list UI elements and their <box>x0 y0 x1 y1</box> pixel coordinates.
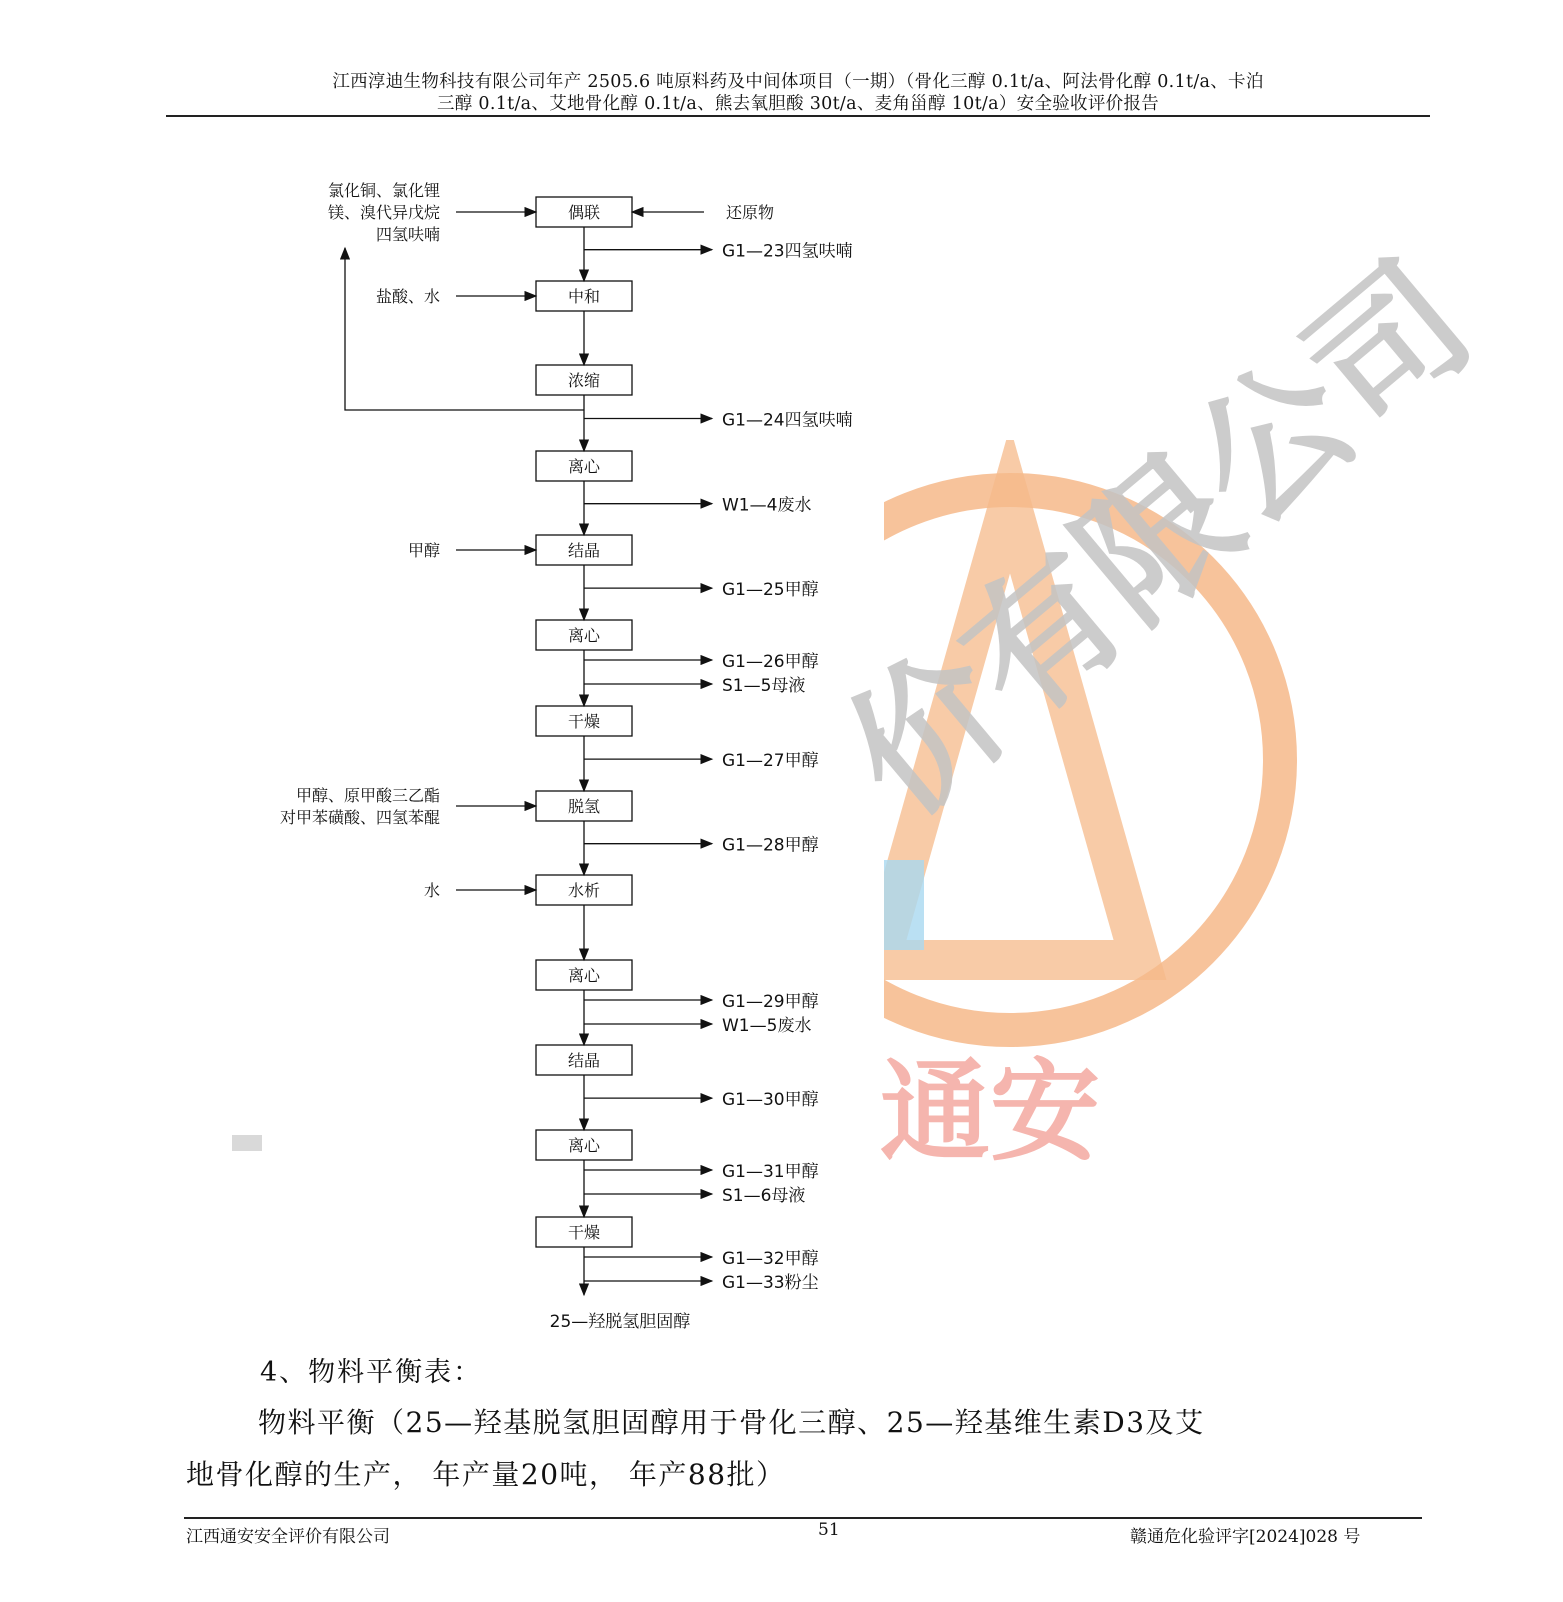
svg-text:价有限公司: 价有限公司 <box>816 232 1503 848</box>
paragraph-line2: 地骨化醇的生产， 年产量20吨， 年产88批） <box>186 1458 786 1491</box>
watermark-brand: 通安 <box>880 1048 1100 1176</box>
section-title: 4、物料平衡表： <box>260 1357 483 1388</box>
feed-label: 还原物 <box>726 203 775 222</box>
feed-label: 对甲苯磺酸、四氢苯醌 <box>279 808 440 827</box>
process-step-box <box>536 960 632 990</box>
feed-label: 盐酸、水 <box>375 287 440 306</box>
emission-label: G1—25甲醇 <box>722 580 819 601</box>
process-step-box <box>536 197 632 227</box>
emission-label: G1—31甲醇 <box>722 1162 819 1182</box>
emission-label: G1—27甲醇 <box>722 751 819 772</box>
process-step-box <box>536 1130 632 1160</box>
feed-label: 四氢呋喃 <box>375 225 440 244</box>
process-step-box <box>536 620 632 650</box>
feed-label: 水 <box>423 881 440 900</box>
process-step-label: 结晶 <box>567 1051 601 1070</box>
page-number: 51 <box>818 1520 840 1540</box>
process-step-label: 干燥 <box>567 712 601 731</box>
emission-label: G1—28甲醇 <box>722 835 819 856</box>
emission-label: G1—29甲醇 <box>722 992 819 1012</box>
emission-label: G1—32甲醇 <box>722 1249 819 1269</box>
footer-divider <box>184 1517 1422 1519</box>
process-step-box <box>536 451 632 481</box>
paragraph-line1: 物料平衡（25—羟基脱氢胆固醇用于骨化三醇、25—羟基维生素D3及艾 <box>258 1406 1205 1439</box>
emission-label: W1—4废水 <box>722 495 812 516</box>
process-step-label: 干燥 <box>567 1223 601 1242</box>
process-step-label: 浓缩 <box>567 371 601 390</box>
header-title-line1: 江西淳迪生物科技有限公司年产 2505.6 吨原料药及中间体项目（一期）（骨化三醇 0.1t/a、阿法骨化醇 0.1t/a、卡泊 <box>332 72 1264 92</box>
footer-doc-number: 赣通危化验评字[2024]028 号 <box>1130 1527 1361 1547</box>
process-step-box <box>536 875 632 905</box>
material-balance-paragraph <box>186 1397 1416 1501</box>
process-step-label: 中和 <box>567 287 601 306</box>
process-step-box <box>536 706 632 736</box>
header-title-line2: 三醇 0.1t/a、艾地骨化醇 0.1t/a、熊去氧胆酸 30t/a、麦角甾醇 10t/a）安全验收评价报告 <box>436 94 1160 114</box>
feed-label: 镁、溴代异戊烷 <box>327 203 440 222</box>
process-step-label: 离心 <box>567 1136 601 1155</box>
process-step-label: 水析 <box>567 881 601 900</box>
process-step-label: 偶联 <box>567 203 601 222</box>
emission-label: G1—33粉尘 <box>722 1273 819 1293</box>
process-step-box <box>536 535 632 565</box>
final-product-label: 25—羟脱氢胆固醇 <box>549 1312 691 1332</box>
process-step-box <box>536 365 632 395</box>
emission-label: G1—23四氢呋喃 <box>722 241 853 262</box>
process-step-box <box>536 1045 632 1075</box>
process-step-label: 脱氢 <box>567 797 601 816</box>
process-step-label: 离心 <box>567 457 601 476</box>
process-step-box <box>536 791 632 821</box>
footer-company: 江西通安安全评价有限公司 <box>186 1527 390 1547</box>
process-step-label: 离心 <box>567 966 601 985</box>
feed-label: 甲醇 <box>407 541 440 560</box>
process-step-box <box>536 281 632 311</box>
emission-label: G1—30甲醇 <box>722 1090 819 1111</box>
emission-label: S1—6母液 <box>722 1186 806 1206</box>
feed-label: 氯化铜、氯化锂 <box>327 181 440 200</box>
emission-label: G1—24四氢呋喃 <box>722 410 853 431</box>
process-step-label: 离心 <box>567 626 601 645</box>
process-step-box <box>536 1217 632 1247</box>
emission-label: S1—5母液 <box>722 676 806 696</box>
emission-label: G1—26甲醇 <box>722 652 819 672</box>
process-step-label: 结晶 <box>567 541 601 560</box>
feed-label: 甲醇、原甲酸三乙酯 <box>295 786 440 805</box>
emission-label: W1—5废水 <box>722 1016 812 1036</box>
